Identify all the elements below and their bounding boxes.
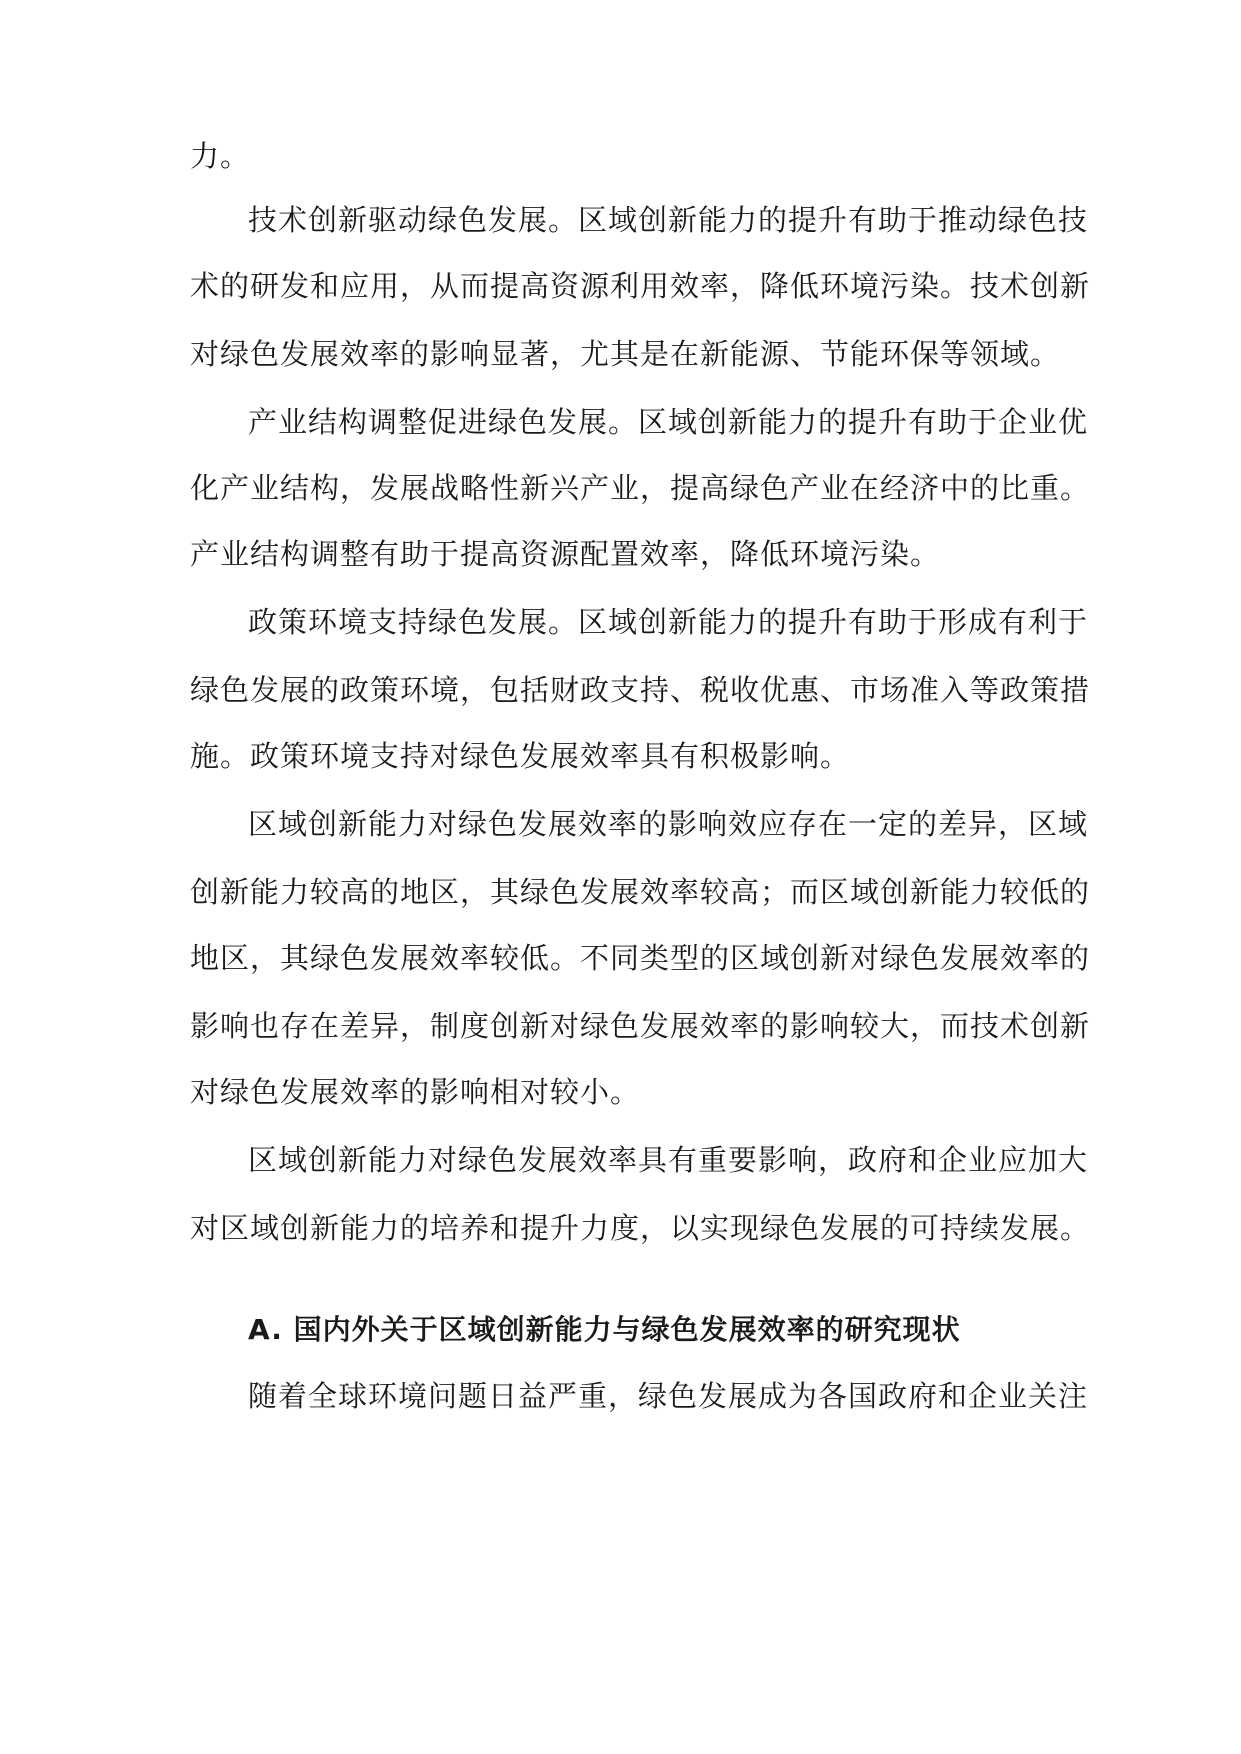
paragraph-line: 影响也存在差异，制度创新对绿色发展效率的影响较大，而技术创新 bbox=[190, 1009, 1091, 1043]
paragraph-line: 随着全球环境问题日益严重，绿色发展成为各国政府和企业关注 bbox=[248, 1379, 1089, 1413]
paragraph-line: 力。 bbox=[190, 139, 251, 173]
paragraph-line: 对绿色发展效率的影响显著，尤其是在新能源、节能环保等领域。 bbox=[190, 337, 1061, 371]
paragraph-line: 地区，其绿色发展效率较低。不同类型的区域创新对绿色发展效率的 bbox=[190, 941, 1091, 975]
paragraph-line: 区域创新能力对绿色发展效率的影响效应存在一定的差异，区域 bbox=[248, 807, 1089, 841]
paragraph-line: 技术创新驱动绿色发展。区域创新能力的提升有助于推动绿色技 bbox=[248, 203, 1089, 237]
paragraph-line: 对绿色发展效率的影响相对较小。 bbox=[190, 1075, 641, 1109]
paragraph-line: 施。政策环境支持对绿色发展效率具有积极影响。 bbox=[190, 739, 851, 773]
paragraph-line: 对区域创新能力的培养和提升力度，以实现绿色发展的可持续发展。 bbox=[190, 1211, 1091, 1245]
paragraph-line: 产业结构调整有助于提高资源配置效率，降低环境污染。 bbox=[190, 537, 941, 571]
paragraph-line: 政策环境支持绿色发展。区域创新能力的提升有助于形成有利于 bbox=[248, 605, 1089, 639]
paragraph-line: 区域创新能力对绿色发展效率具有重要影响，政府和企业应加大 bbox=[248, 1143, 1089, 1177]
paragraph-line: 创新能力较高的地区，其绿色发展效率较高；而区域创新能力较低的 bbox=[190, 875, 1091, 909]
paragraph-line: 术的研发和应用，从而提高资源利用效率，降低环境污染。技术创新 bbox=[190, 269, 1091, 303]
paragraph-line: 产业结构调整促进绿色发展。区域创新能力的提升有助于企业优 bbox=[248, 405, 1089, 439]
section-heading: A. 国内外关于区域创新能力与绿色发展效率的研究现状 bbox=[248, 1313, 961, 1346]
paragraph-line: 化产业结构，发展战略性新兴产业，提高绿色产业在经济中的比重。 bbox=[190, 471, 1091, 505]
paragraph-line: 绿色发展的政策环境，包括财政支持、税收优惠、市场准入等政策措 bbox=[190, 673, 1091, 707]
